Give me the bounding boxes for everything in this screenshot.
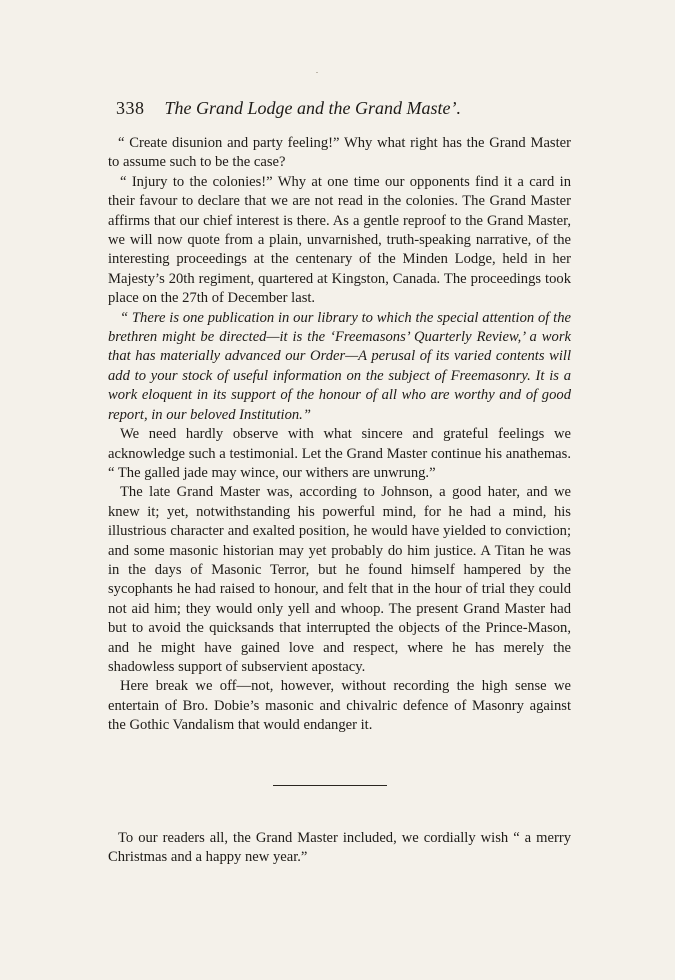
section-divider	[273, 785, 387, 786]
paragraph-colonies: “ Injury to the colonies!” Why at one time our opponents find it a card in their favour to declare that we are not read in the colonies. The Grand Master affirms that our chief interest is there. As a gentle reproof to the Grand Master, we will now quote from a plain, unvarnished, truth-speaking narrative, of the interesting proceedings at the centenary of the Minden Lodge, held in her Majesty’s 20th regiment, quartered at Kingston, Canada. The proceedings took place on the 27th of December last.	[108, 173, 571, 307]
running-title: The Grand Lodge and the Grand Maste’.	[164, 98, 461, 118]
paragraph-closing-wish: To our readers all, the Grand Master included, we cordially wish “ a merry Christmas and a happy new year.”	[108, 830, 571, 866]
paragraph-break-off: Here break we off—not, however, without recording the high sense we entertain of Bro. Dobie’s masonic and chivalric defence of Masonry against the Gothic Vandalism that would endanger it.	[108, 678, 571, 734]
closing-text	[108, 829, 571, 868]
paragraph-quoted-review: “ There is one publication in our library to which the special attention of the brethren might be directed—it is the ‘Freemasons’ Quarterly Review,’ a work that has materially advanced our Order—A perusal of its varied contents will add to your stock of useful information on the subject of Freemasonry. It is a work eloquent in its support of the honour of all who are worthy and of good report, in our beloved Institution.”	[108, 309, 571, 423]
running-header	[116, 96, 576, 120]
body-text	[108, 134, 571, 736]
page-number: 338	[116, 98, 145, 118]
paper-speck	[316, 72, 318, 73]
paragraph-testimonial: We need hardly observe with what sincere and grateful feelings we acknowledge such a testimonial. Let the Grand Master continue his anathemas. “ The galled jade may wince, our withers are unwrung.”	[108, 426, 571, 481]
paragraph-late-grand-master: The late Grand Master was, according to Johnson, a good hater, and we knew it; yet, notwithstanding his powerful mind, for he had a mind, his illustrious character and exalted position, he would have yielded to conviction; and some masonic historian may yet probably do him justice. A Titan he was in the days of Masonic Terror, but he found himself hampered by the sycophants he had raised to honour, and felt that in the hour of trial they could not aid him; they would only yell and whoop. The present Grand Master had but to avoid the quicksands that interrupted the objects of the Prince-Mason, and he might have gained love and respect, where he has merely the shadowless support of subservient apostacy.	[108, 484, 571, 675]
paragraph-disunion: “ Create disunion and party feeling!” Why what right has the Grand Master to assume such to be the case?	[108, 135, 571, 171]
